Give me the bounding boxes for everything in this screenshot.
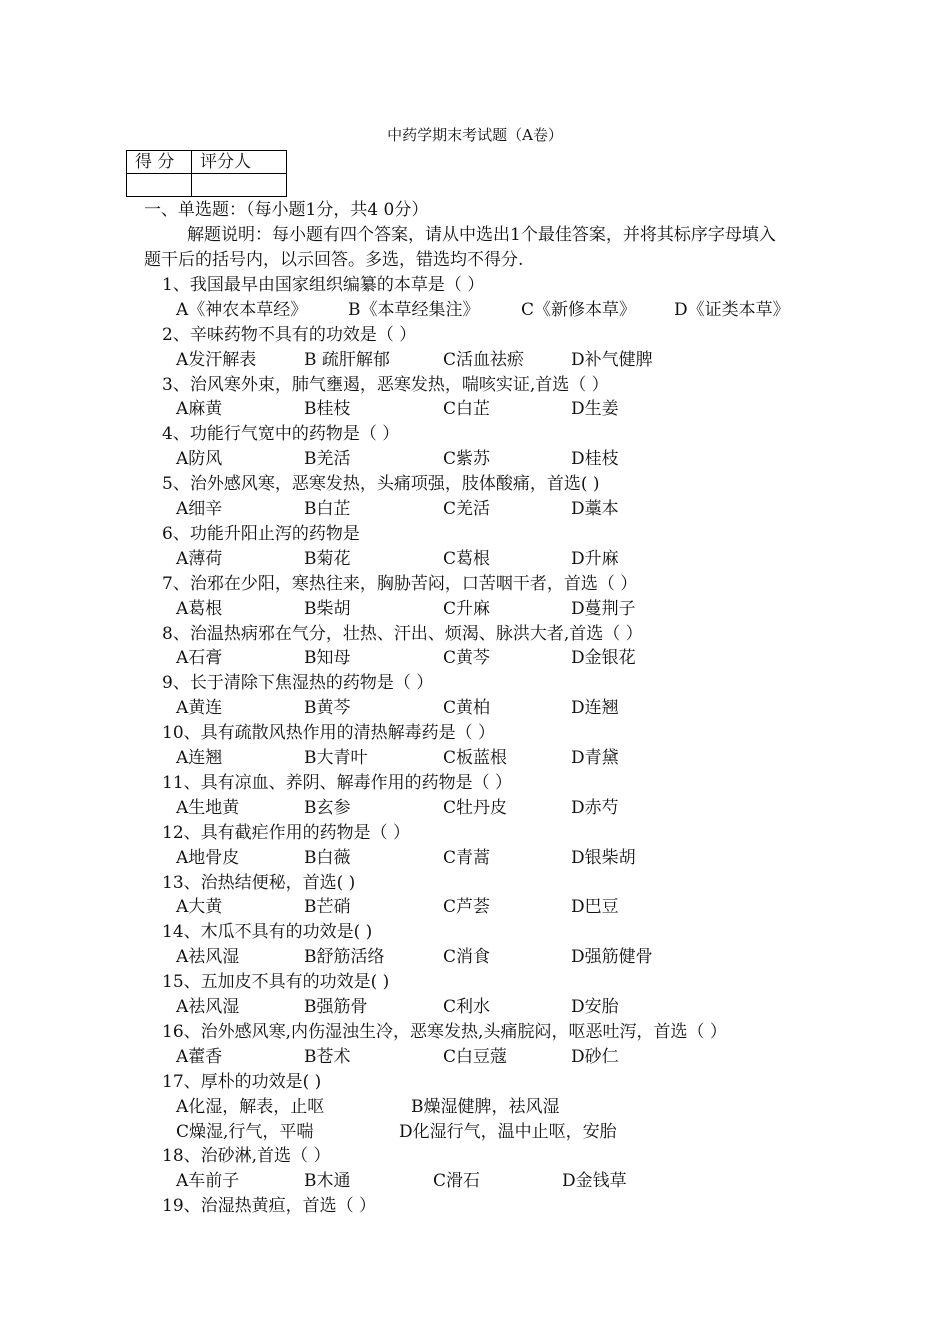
- answer-option[interactable]: D银柴胡: [571, 848, 636, 868]
- score-table: [126, 150, 287, 197]
- question-text: 7、治邪在少阳，寒热往来，胸胁苦闷，口苦咽干者，首选（ ）: [162, 574, 638, 594]
- answer-option[interactable]: C青蒿: [443, 848, 491, 868]
- answer-option[interactable]: D强筋健骨: [571, 947, 653, 967]
- question-text: 3、治风寒外束，肺气壅遏，恶寒发热，喘咳实证,首选（ ）: [162, 375, 609, 395]
- question-text: 4、功能行气宽中的药物是（ ）: [162, 424, 400, 444]
- question-text: 19、治湿热黄疸，首选（ ）: [162, 1196, 377, 1216]
- answer-option[interactable]: C升麻: [443, 599, 491, 619]
- answer-option[interactable]: A藿香: [176, 1047, 223, 1067]
- answer-option[interactable]: A细辛: [176, 499, 223, 519]
- answer-option[interactable]: C消食: [443, 947, 491, 967]
- answer-option[interactable]: B玄参: [304, 798, 351, 818]
- instructions-line-2: 题干后的括号内，以示回答。多选，错选均不得分.: [144, 250, 524, 270]
- answer-option[interactable]: C羌活: [443, 499, 491, 519]
- question-text: 1、我国最早由国家组织编纂的本草是（ ）: [162, 275, 485, 295]
- answer-option[interactable]: A麻黄: [176, 399, 223, 419]
- answer-option[interactable]: B白芷: [304, 499, 351, 519]
- question-text: 8、治温热病邪在气分，壮热、汗出、烦渴、脉洪大者,首选（ ）: [162, 624, 643, 644]
- answer-option[interactable]: D补气健脾: [571, 350, 653, 370]
- answer-option[interactable]: D连翘: [571, 698, 619, 718]
- answer-option[interactable]: D赤芍: [571, 798, 619, 818]
- answer-option[interactable]: A薄荷: [176, 549, 223, 569]
- answer-option[interactable]: B木通: [304, 1171, 351, 1191]
- answer-option[interactable]: D化湿行气，温中止呕，安胎: [399, 1122, 617, 1142]
- answer-option[interactable]: B桂枝: [304, 399, 351, 419]
- answer-option[interactable]: C板蓝根: [443, 748, 508, 768]
- answer-option[interactable]: A祛风湿: [176, 947, 240, 967]
- answer-option[interactable]: B强筋骨: [304, 997, 368, 1017]
- answer-option[interactable]: A《神农本草经》: [176, 300, 308, 320]
- question-text: 12、具有截疟作用的药物是（ ）: [162, 823, 411, 843]
- answer-option[interactable]: A地骨皮: [176, 848, 240, 868]
- answer-option[interactable]: B《本草经集注》: [348, 300, 480, 320]
- answer-option[interactable]: D升麻: [571, 549, 619, 569]
- question-text: 9、长于清除下焦湿热的药物是（ ）: [162, 673, 434, 693]
- question-text: 18、治砂淋,首选（ ）: [162, 1146, 331, 1166]
- question-text: 13、治热结便秘，首选( ): [162, 873, 356, 893]
- answer-option[interactable]: B 疏肝解郁: [304, 350, 390, 370]
- question-text: 6、功能升阳止泻的药物是: [162, 524, 360, 544]
- answer-option[interactable]: C黄芩: [443, 648, 491, 668]
- answer-option[interactable]: B白薇: [304, 848, 351, 868]
- answer-option[interactable]: C紫苏: [443, 449, 491, 469]
- answer-option[interactable]: A黄连: [176, 698, 223, 718]
- answer-option[interactable]: C活血祛瘀: [443, 350, 525, 370]
- answer-option[interactable]: A大黄: [176, 897, 223, 917]
- question-text: 11、具有凉血、养阴、解毒作用的药物是（ ）: [162, 773, 513, 793]
- answer-option[interactable]: D青黛: [571, 748, 619, 768]
- answer-option[interactable]: A发汗解表: [176, 350, 257, 370]
- answer-option[interactable]: A化湿，解表，止呕: [176, 1097, 325, 1117]
- answer-option[interactable]: C白豆蔻: [443, 1047, 508, 1067]
- answer-option[interactable]: B芒硝: [304, 897, 351, 917]
- grader-value-cell[interactable]: [192, 174, 287, 197]
- answer-option[interactable]: B柴胡: [304, 599, 351, 619]
- answer-option[interactable]: D《证类本草》: [674, 300, 790, 320]
- answer-option[interactable]: B苍术: [304, 1047, 351, 1067]
- score-value-cell[interactable]: [127, 174, 192, 197]
- answer-option[interactable]: A防风: [176, 449, 223, 469]
- answer-option[interactable]: B黄芩: [304, 698, 351, 718]
- question-text: 5、治外感风寒，恶寒发热，头痛项强，肢体酸痛，首选( ): [162, 474, 600, 494]
- answer-option[interactable]: D藁本: [571, 499, 619, 519]
- answer-option[interactable]: A葛根: [176, 599, 223, 619]
- answer-option[interactable]: B燥湿健脾，祛风湿: [411, 1097, 560, 1117]
- answer-option[interactable]: C《新修本草》: [521, 300, 637, 320]
- score-header: 得 分: [127, 151, 192, 174]
- answer-option[interactable]: B知母: [304, 648, 351, 668]
- question-text: 15、五加皮不具有的功效是( ): [162, 972, 390, 992]
- answer-option[interactable]: D砂仁: [571, 1047, 619, 1067]
- answer-option[interactable]: C利水: [443, 997, 491, 1017]
- answer-option[interactable]: C滑石: [433, 1171, 481, 1191]
- exam-title: 中药学期末考试题（A卷）: [387, 126, 563, 144]
- answer-option[interactable]: D蔓荆子: [571, 599, 636, 619]
- answer-option[interactable]: B大青叶: [304, 748, 368, 768]
- question-text: 10、具有疏散风热作用的清热解毒药是（ ）: [162, 723, 496, 743]
- answer-option[interactable]: A祛风湿: [176, 997, 240, 1017]
- answer-option[interactable]: C芦荟: [443, 897, 491, 917]
- answer-option[interactable]: A连翘: [176, 748, 223, 768]
- answer-option[interactable]: D金钱草: [562, 1171, 627, 1191]
- answer-option[interactable]: B菊花: [304, 549, 351, 569]
- answer-option[interactable]: A生地黄: [176, 798, 240, 818]
- answer-option[interactable]: D安胎: [571, 997, 619, 1017]
- answer-option[interactable]: C燥湿,行气，平喘: [176, 1122, 314, 1142]
- answer-option[interactable]: D生姜: [571, 399, 619, 419]
- answer-option[interactable]: B羌活: [304, 449, 351, 469]
- question-text: 16、治外感风寒,内伤湿浊生冷，恶寒发热,头痛脘闷，呕恶吐泻，首选（ ）: [162, 1022, 727, 1042]
- answer-option[interactable]: C牡丹皮: [443, 798, 508, 818]
- answer-option[interactable]: A石膏: [176, 648, 223, 668]
- section-heading: 一、单选题：（每小题1分，共4 0分）: [144, 200, 429, 220]
- instructions-line-1: 解题说明：每小题有四个答案，请从中选出1个最佳答案，并将其标序字母填入: [187, 225, 776, 245]
- answer-option[interactable]: B舒筋活络: [304, 947, 385, 967]
- answer-option[interactable]: C白芷: [443, 399, 491, 419]
- answer-option[interactable]: C葛根: [443, 549, 491, 569]
- question-text: 2、辛味药物不具有的功效是（ ）: [162, 325, 417, 345]
- answer-option[interactable]: D金银花: [571, 648, 636, 668]
- question-text: 14、木瓜不具有的功效是( ): [162, 922, 373, 942]
- answer-option[interactable]: C黄柏: [443, 698, 491, 718]
- question-text: 17、厚朴的功效是( ): [162, 1072, 322, 1092]
- answer-option[interactable]: D桂枝: [571, 449, 619, 469]
- answer-option[interactable]: A车前子: [176, 1171, 240, 1191]
- grader-header: 评分人: [192, 151, 287, 174]
- answer-option[interactable]: D巴豆: [571, 897, 619, 917]
